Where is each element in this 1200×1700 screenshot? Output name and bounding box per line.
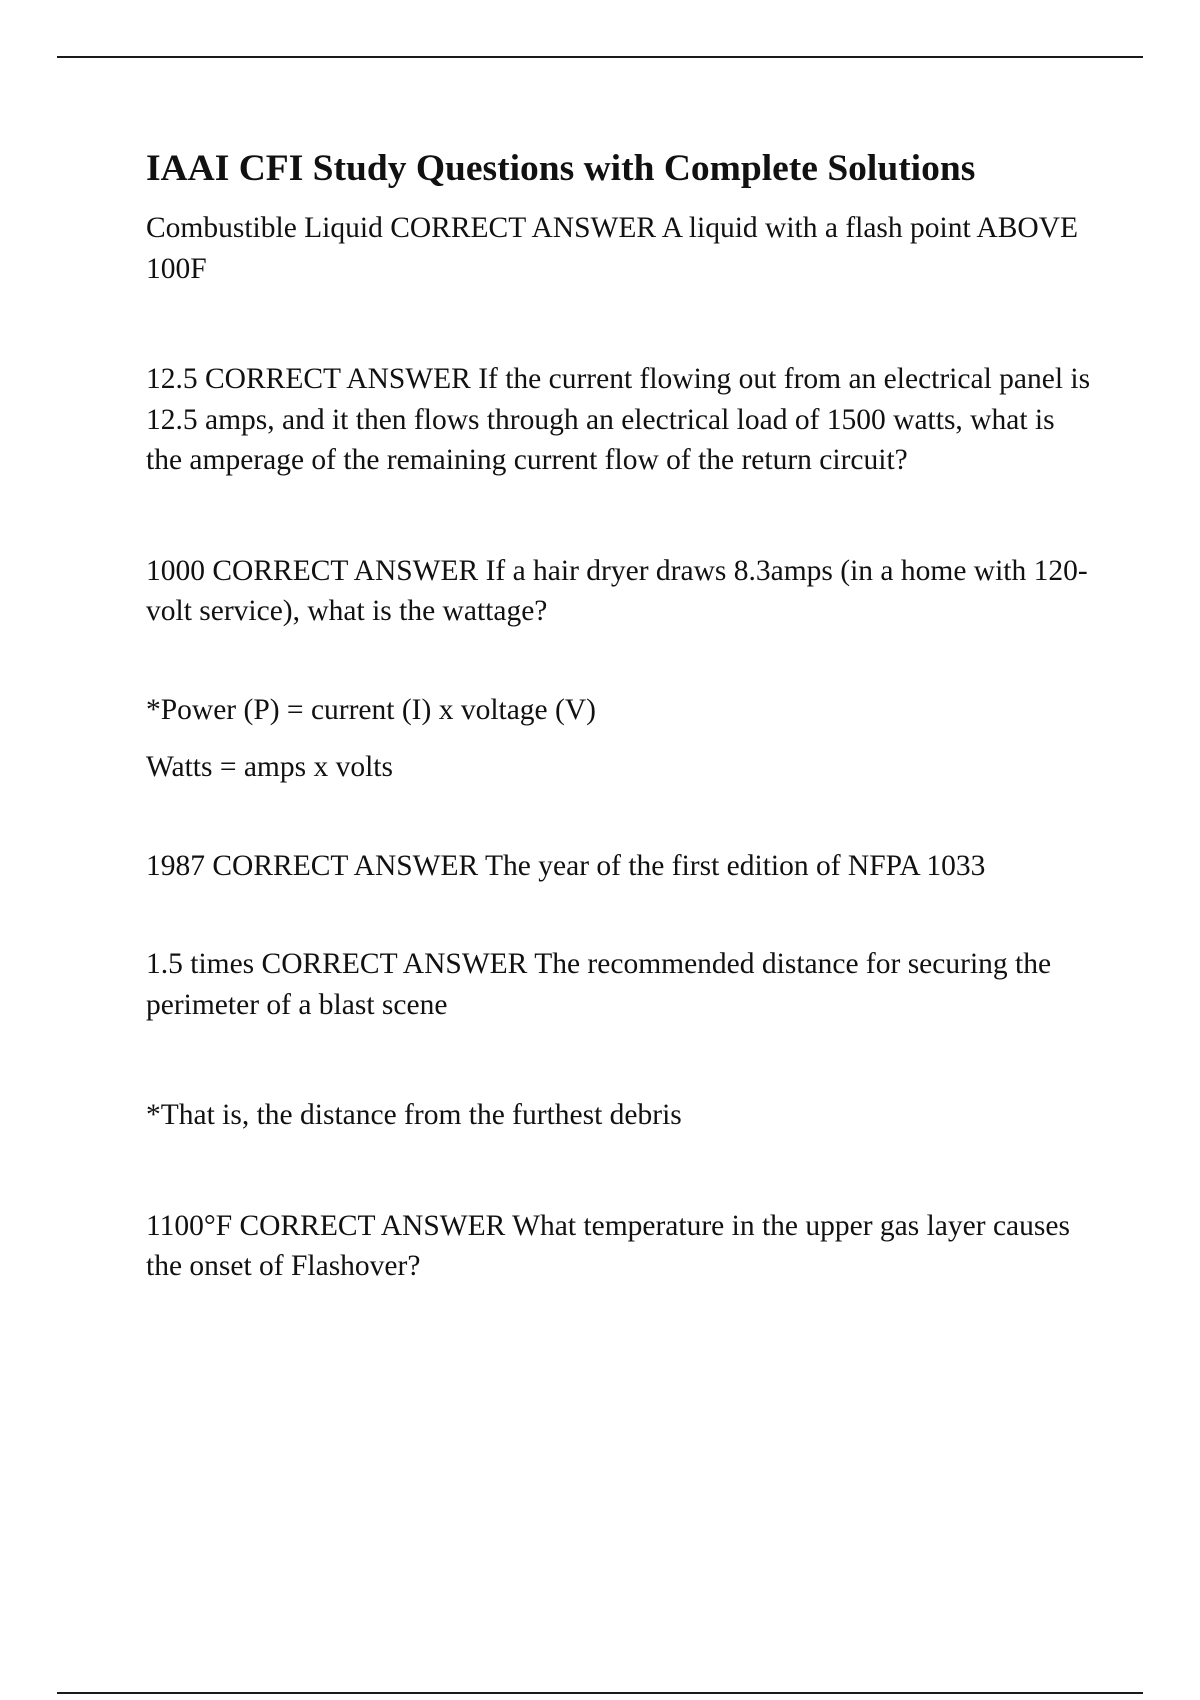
entry-combustible-liquid: Combustible Liquid CORRECT ANSWER A liquid with a flash point ABOVE 100F (146, 212, 1079, 285)
entry-hair-dryer-wattage: 1000 CORRECT ANSWER If a hair dryer draws 8.3amps (in a home with 120-volt service), what is the wattage? (146, 554, 1088, 627)
entry-blast-perimeter: 1.5 times CORRECT ANSWER The recommended distance for securing the perimeter of a blast scene (146, 948, 1052, 1021)
document-body (146, 143, 1096, 1287)
entry-blast-note: *That is, the distance from the furthest debris (146, 1099, 682, 1131)
entry-return-current: 12.5 CORRECT ANSWER If the current flowing out from an electrical panel is 12.5 amps, and it then flows through an electrical load of 1500 watts, what is the amperage of the remaining current flow of the return circuit? (146, 363, 1091, 476)
footer-rule (57, 1692, 1143, 1694)
entry-watts-formula: Watts = amps x volts (146, 751, 393, 783)
entry-power-formula: *Power (P) = current (I) x voltage (V) (146, 693, 596, 726)
document-title: IAAI CFI Study Questions with Complete Solutions (146, 148, 976, 189)
entry-nfpa-1033-year: 1987 CORRECT ANSWER The year of the first edition of NFPA 1033 (146, 849, 986, 882)
entry-flashover-temperature: 1100°F CORRECT ANSWER What temperature in the upper gas layer causes the onset of Flashover? (146, 1209, 1070, 1282)
header-rule (57, 56, 1143, 58)
